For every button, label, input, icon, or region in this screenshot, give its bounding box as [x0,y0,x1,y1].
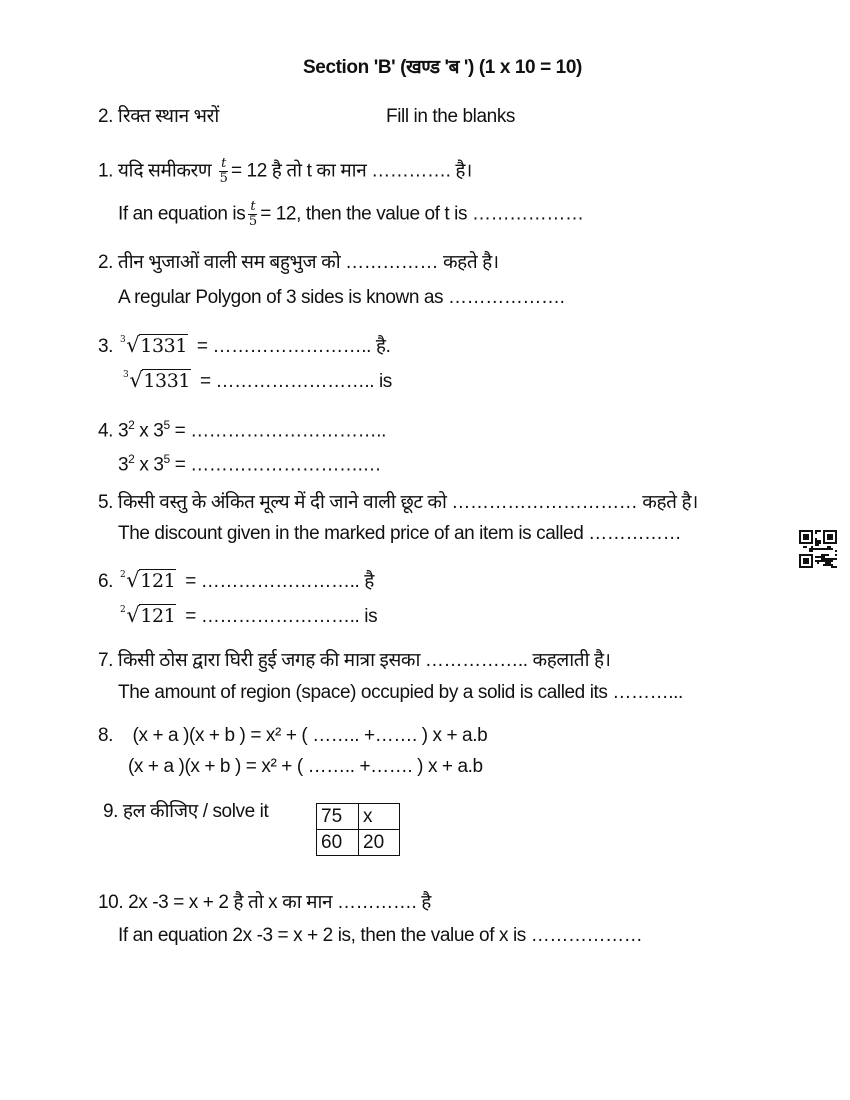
table-cell: 60 [317,830,359,856]
question-2-english: A regular Polygon of 3 sides is known as ………………. [118,287,565,308]
fraction-denominator: 5 [219,171,228,186]
question-8-line-2: (x + a )(x + b ) = x² + ( …….. +……. ) x + a.b [128,756,483,777]
exponent: 2 [128,418,135,432]
question-5-english: The discount given in the marked price of an item is called …………… [118,523,682,544]
question-6-hindi [98,569,374,593]
fraction [248,200,257,229]
q1-hindi-suffix: = 12 है तो t का मान …………. है। [230,160,472,182]
fraction [219,157,228,186]
question-6-english [118,604,377,628]
question-3-hindi [98,334,391,358]
radicand: 1331 [143,370,191,392]
q6-english-suffix: = …………………….. is [185,606,378,627]
fraction-denominator: 5 [248,214,257,229]
q4-hindi-suffix: = ………………………….. [174,420,386,442]
table-cell: 75 [317,804,359,830]
question-4-hindi [98,414,386,442]
qr-code-icon [799,530,837,568]
question-9-table [316,803,400,856]
question-10-hindi: 10. 2x -3 = x + 2 है तो x का मान …………. है [98,892,431,913]
question-1-english [118,200,584,229]
question-number: 3. [98,336,114,357]
table-row [317,804,400,830]
heading-english: Fill in the blanks [386,106,516,127]
q3-english-suffix: = …………………….. is [199,371,392,392]
q1-english-suffix: = 12, then the value of t is ……………… [260,203,584,225]
heading-hindi: 2. रिक्त स्थान भरों [98,106,219,127]
question-1-hindi [98,157,472,186]
q1-hindi-prefix: 1. यदि समीकरण [98,160,212,182]
question-number: 4. [98,420,114,442]
power-base: 3 [153,420,164,442]
question-9-label: 9. हल कीजिए / solve it [103,801,269,822]
q4-english-suffix: = ……………………….… [174,454,382,476]
radicand: 1331 [140,335,188,357]
question-7-english: The amount of region (space) occupied by a solid is called its ………... [118,682,683,703]
times-sign: x [139,420,149,442]
question-2-hindi: 2. तीन भुजाओं वाली सम बहुभुज को …………… कहते है। [98,252,499,273]
fraction-numerator: t [250,199,256,214]
power-base: 3 [118,454,129,476]
square-root: 2√121 [119,568,176,592]
q3-hindi-suffix: = …………………….. है. [196,336,391,357]
table-cell: 20 [359,830,400,856]
question-8-line-1: 8. (x + a )(x + b ) = x² + ( …….. +……. ) x + a.b [98,725,488,746]
question-7-hindi: 7. किसी ठोस द्वारा घिरी हुई जगह की मात्रा इसका …………….. कहलाती है। [98,650,611,671]
radicand: 121 [140,605,176,627]
question-10-english: If an equation 2x -3 = x + 2 is, then the value of x is ……………… [118,925,643,946]
table-row [317,830,400,856]
times-sign: x [139,454,149,476]
root-index: 3 [119,335,126,345]
cube-root: 3√1331 [123,368,191,392]
question-4-english [118,448,381,476]
power-base: 3 [153,454,164,476]
table-cell: x [359,804,400,830]
fraction-numerator: t [221,156,226,171]
radicand: 121 [140,570,176,592]
question-3-english [121,369,392,393]
section-title: Section 'B' (खण्ड 'ब ') (1 x 10 = 10) [303,57,582,78]
q1-english-prefix: If an equation is [118,203,246,225]
square-root: 2√121 [120,603,176,627]
question-5-hindi: 5. किसी वस्तु के अंकित मूल्य में दी जाने वाली छूट को ………………………… कहते है। [98,492,698,513]
q6-hindi-suffix: = …………………….. है [185,571,374,592]
root-index: 3 [123,370,129,380]
exponent: 2 [128,452,135,466]
root-index: 2 [119,570,126,580]
power-base: 3 [117,420,129,442]
cube-root: 3√1331 [119,333,188,357]
root-index: 2 [120,605,126,615]
question-number: 6. [98,571,114,592]
exponent: 5 [163,452,170,466]
exponent: 5 [163,418,170,432]
